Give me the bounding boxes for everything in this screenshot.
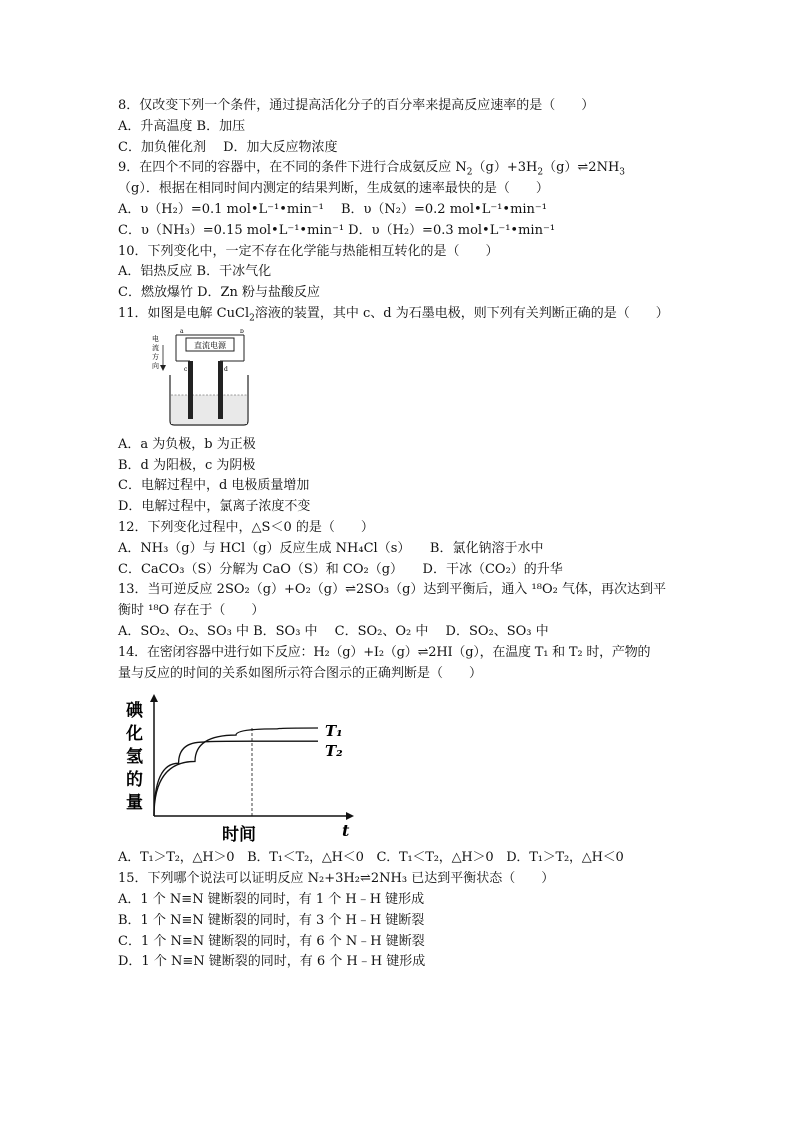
series-label-t1: T₁ [325, 722, 343, 741]
current-arrow-head [160, 365, 166, 371]
q9-stem-part-a: 9．在四个不同的容器中，在不同的条件下进行合成氨反应 N [118, 160, 467, 176]
q8-stem: 8．仅改变下列一个条件，通过提高活化分子的百分率来提高反应速率的是（ ） [118, 98, 595, 113]
electrode-c [188, 361, 193, 419]
electrolysis-diagram [148, 329, 258, 429]
q9-option-a: A．υ（H₂）=0.1 mol•L⁻¹•min⁻¹ [118, 201, 324, 217]
q12-options-ab [118, 539, 718, 560]
q11-option-a: A．a 为负极，b 为正极 [118, 436, 256, 452]
series-line-2 [154, 742, 318, 817]
q11-option-c: C．电解过程中，d 电极质量增加 [118, 478, 310, 494]
q14-series-group [154, 728, 318, 816]
q15-option-d: D．1 个 N≡N 键断裂的同时，有 6 个 H﹣H 键形成 [118, 954, 426, 970]
q12-option-d: D．干冰（CO₂）的升华 [422, 561, 563, 577]
q9-option-d: D．υ（H₂）=0.3 mol•L⁻¹•min⁻¹ [348, 222, 556, 238]
q14-stem: 14．在密闭容器中进行如下反应：H₂（g）+I₂（g）⇌2HI（g），在温度 T₁ 和 T₂ 时，产物的 [118, 644, 651, 660]
label-a: a [180, 328, 184, 335]
q11-stem-part-a: 11．如图是电解 CuCl [118, 305, 250, 321]
ylabel-char-3: 氢 [126, 747, 143, 768]
y-axis-arrow [150, 694, 158, 702]
ylabel-char-2: 化 [126, 724, 143, 745]
q9-stem: 9．在四个不同的容器中，在不同的条件下进行合成氨反应 $N_2(g)+3H_2(g)\rightleftharpoons 2NH_3$ [118, 160, 626, 178]
power-supply-label: 直流电源 [194, 340, 226, 350]
q9-stem-cont: （g）．根据在相同时间内测定的结果判断，生成氨的速率最快的是（ ） [118, 181, 549, 197]
current-char-3: 方 [152, 352, 159, 361]
ylabel-char-5: 量 [126, 793, 143, 814]
ylabel-char-1: 碘 [126, 701, 143, 722]
q14-options: A．T₁＞T₂，△H＞0 B．T₁＜T₂，△H＜0 C．T₁＜T₂，△H＞0 D．T₁＞T₂，△H＜0 [118, 850, 624, 866]
q12-option-b: B．氯化钠溶于水中 [429, 540, 544, 556]
current-char-2: 流 [152, 343, 159, 352]
q13-stem: 13．当可逆反应 2SO₂（g）+O₂（g）⇌2SO₃（g）达到平衡后，通入 ¹⁸O₂ 气体，再次达到平 [118, 582, 666, 598]
label-d: d [224, 365, 228, 373]
electrode-d [218, 361, 223, 419]
q15-stem: 15．下列哪个说法可以证明反应 N₂+3H₂⇌2NH₃ 已达到平衡状态（ ） [118, 871, 555, 887]
q13-options: A．SO₂、O₂、SO₃ 中 B．SO₃ 中 C．SO₂、O₂ 中 D．SO₂、SO₃ 中 [118, 623, 549, 639]
q11-option-b: B．d 为阳极，c 为阴极 [118, 457, 256, 473]
current-char-4: 向 [152, 361, 159, 370]
q14-chart-svg [122, 694, 362, 844]
solution [171, 395, 247, 424]
q9-stem-part-c: （g）⇌2NH [543, 160, 620, 176]
q8-options-cd: C．加负催化剂 D．加大反应物浓度 [118, 139, 338, 155]
electrolysis-svg [148, 329, 258, 429]
series-label-t2: T₂ [325, 742, 343, 761]
label-c: c [184, 365, 188, 373]
q12-option-a: A．NH₃（g）与 HCl（g）反应生成 NH₄Cl（s） [118, 540, 404, 556]
q12-option-c: C．CaCO₃（S）分解为 CaO（S）和 CO₂（g） [118, 561, 397, 577]
q10-options-cd: C．燃放爆竹 D．Zn 粉与盐酸反应 [118, 285, 321, 301]
exam-page [118, 96, 718, 973]
q13-stem-cont: 衡时 ¹⁸O 存在于（ ） [118, 603, 265, 619]
q15-option-c: C．1 个 N≡N 键断裂的同时，有 6 个 N﹣H 键断裂 [118, 933, 425, 949]
q9-stem-part-b: （g）+3H [472, 160, 538, 176]
q12-stem: 12．下列变化过程中，△S＜0 的是（ ） [118, 519, 374, 535]
q10-options-ab: A．铝热反应 B．干冰气化 [118, 264, 272, 280]
ylabel-char-4: 的 [126, 770, 143, 791]
q9-option-b: B．υ（N₂）=0.2 mol•L⁻¹•min⁻¹ [340, 201, 547, 217]
q9-options-ab [118, 200, 718, 221]
q11-stem: 11．如图是电解 CuCl$_2$溶液的装置，其中 c、d 为石墨电极，则下列有关判断正确的是（ ） [118, 305, 669, 324]
q14-chart [122, 694, 362, 844]
q11-stem-part-b: 溶液的装置，其中 c、d 为石墨电极，则下列有关判断正确的是（ ） [254, 305, 669, 321]
q12-options-cd [118, 560, 718, 581]
x-axis-symbol: t [342, 821, 350, 841]
q9-option-c: C．υ（NH₃）=0.15 mol•L⁻¹•min⁻¹ [118, 222, 345, 238]
x-axis-arrow [346, 812, 354, 820]
q8-options-ab: A．升高温度 B．加压 [118, 118, 246, 134]
current-char-1: 电 [152, 334, 159, 343]
q10-stem: 10．下列变化中，一定不存在化学能与热能相互转化的是（ ） [118, 243, 499, 259]
q14-stem-cont: 量与反应的时间的关系如图所示符合图示的正确判断是（ ） [118, 665, 483, 681]
q11-option-d: D．电解过程中，氯离子浓度不变 [118, 499, 311, 515]
q15-option-a: A．1 个 N≡N 键断裂的同时，有 1 个 H﹣H 键形成 [118, 891, 425, 907]
q15-option-b: B．1 个 N≡N 键断裂的同时，有 3 个 H﹣H 键断裂 [118, 912, 425, 928]
xlabel: 时间 [222, 825, 256, 845]
q9-options-cd [118, 221, 718, 242]
label-b: b [240, 328, 244, 335]
